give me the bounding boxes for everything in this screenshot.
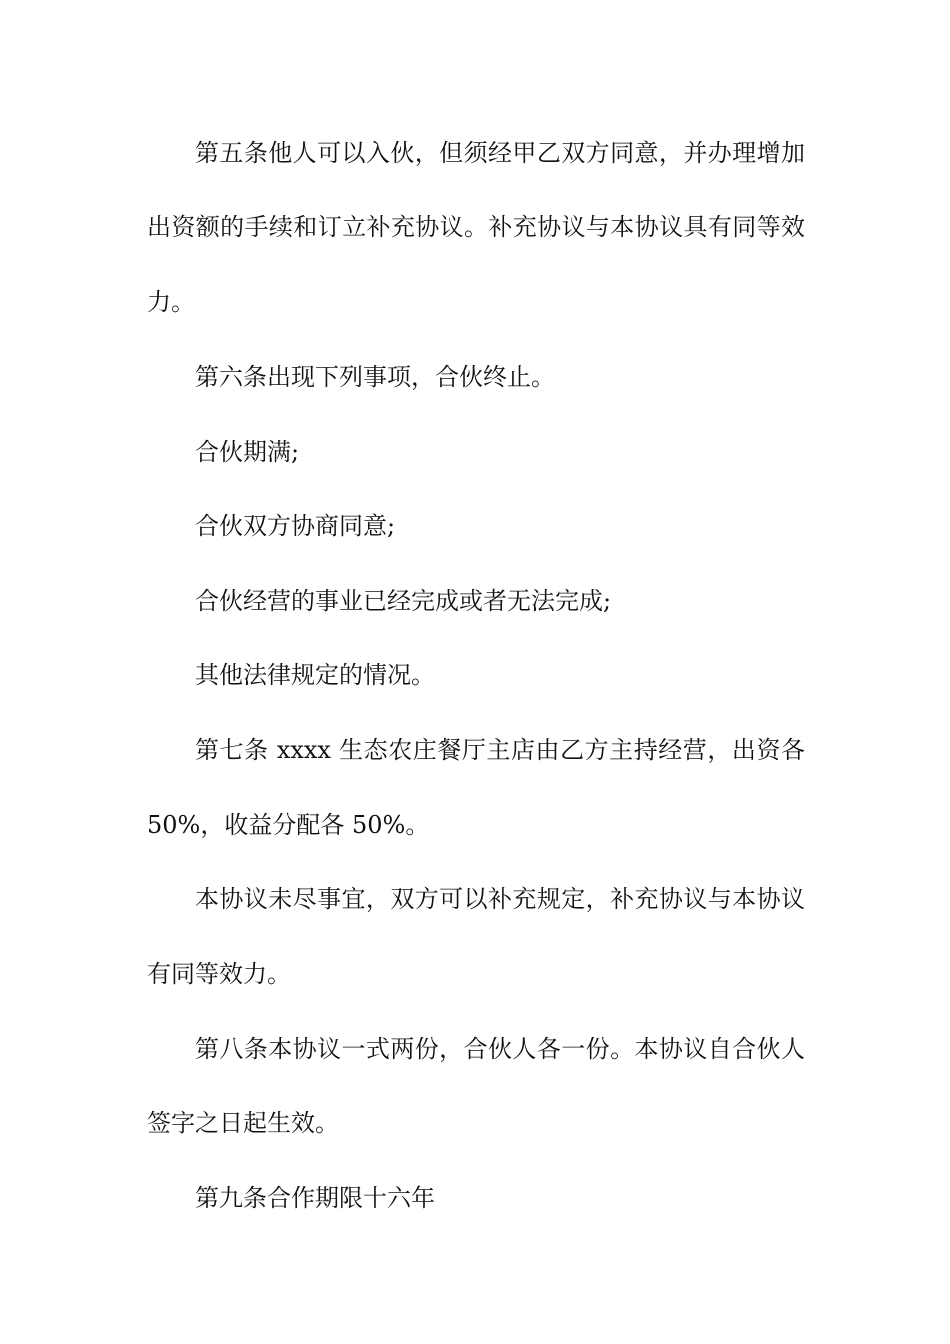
supplement-line-1: 本协议未尽事宜，双方可以补充规定，补充协议与本协议 — [195, 885, 805, 913]
article-6-heading: 第六条出现下列事项，合伙终止。 — [195, 363, 555, 391]
article-9-line: 第九条合作期限十六年 — [195, 1184, 435, 1212]
article-6-item-3: 合伙经营的事业已经完成或者无法完成; — [195, 587, 612, 615]
article-6-item-1: 合伙期满; — [195, 438, 300, 466]
article-7-line-1: 第七条 xxxx 生态农庄餐厅主店由乙方主持经营，出资各 — [195, 736, 805, 764]
article-6-item-2: 合伙双方协商同意; — [195, 512, 396, 540]
article-8-line-2: 签字之日起生效。 — [147, 1109, 339, 1137]
article-8-line-1: 第八条本协议一式两份，合伙人各一份。本协议自合伙人 — [195, 1035, 805, 1063]
supplement-line-2: 有同等效力。 — [147, 960, 291, 988]
article-6-item-4: 其他法律规定的情况。 — [195, 661, 435, 689]
article-5-line-3: 力。 — [147, 288, 195, 316]
article-5-line-1: 第五条他人可以入伙，但须经甲乙双方同意，并办理增加 — [195, 139, 805, 167]
article-7-line-2: 50%，收益分配各 50%。 — [147, 811, 430, 839]
article-5-line-2: 出资额的手续和订立补充协议。补充协议与本协议具有同等效 — [147, 213, 805, 241]
